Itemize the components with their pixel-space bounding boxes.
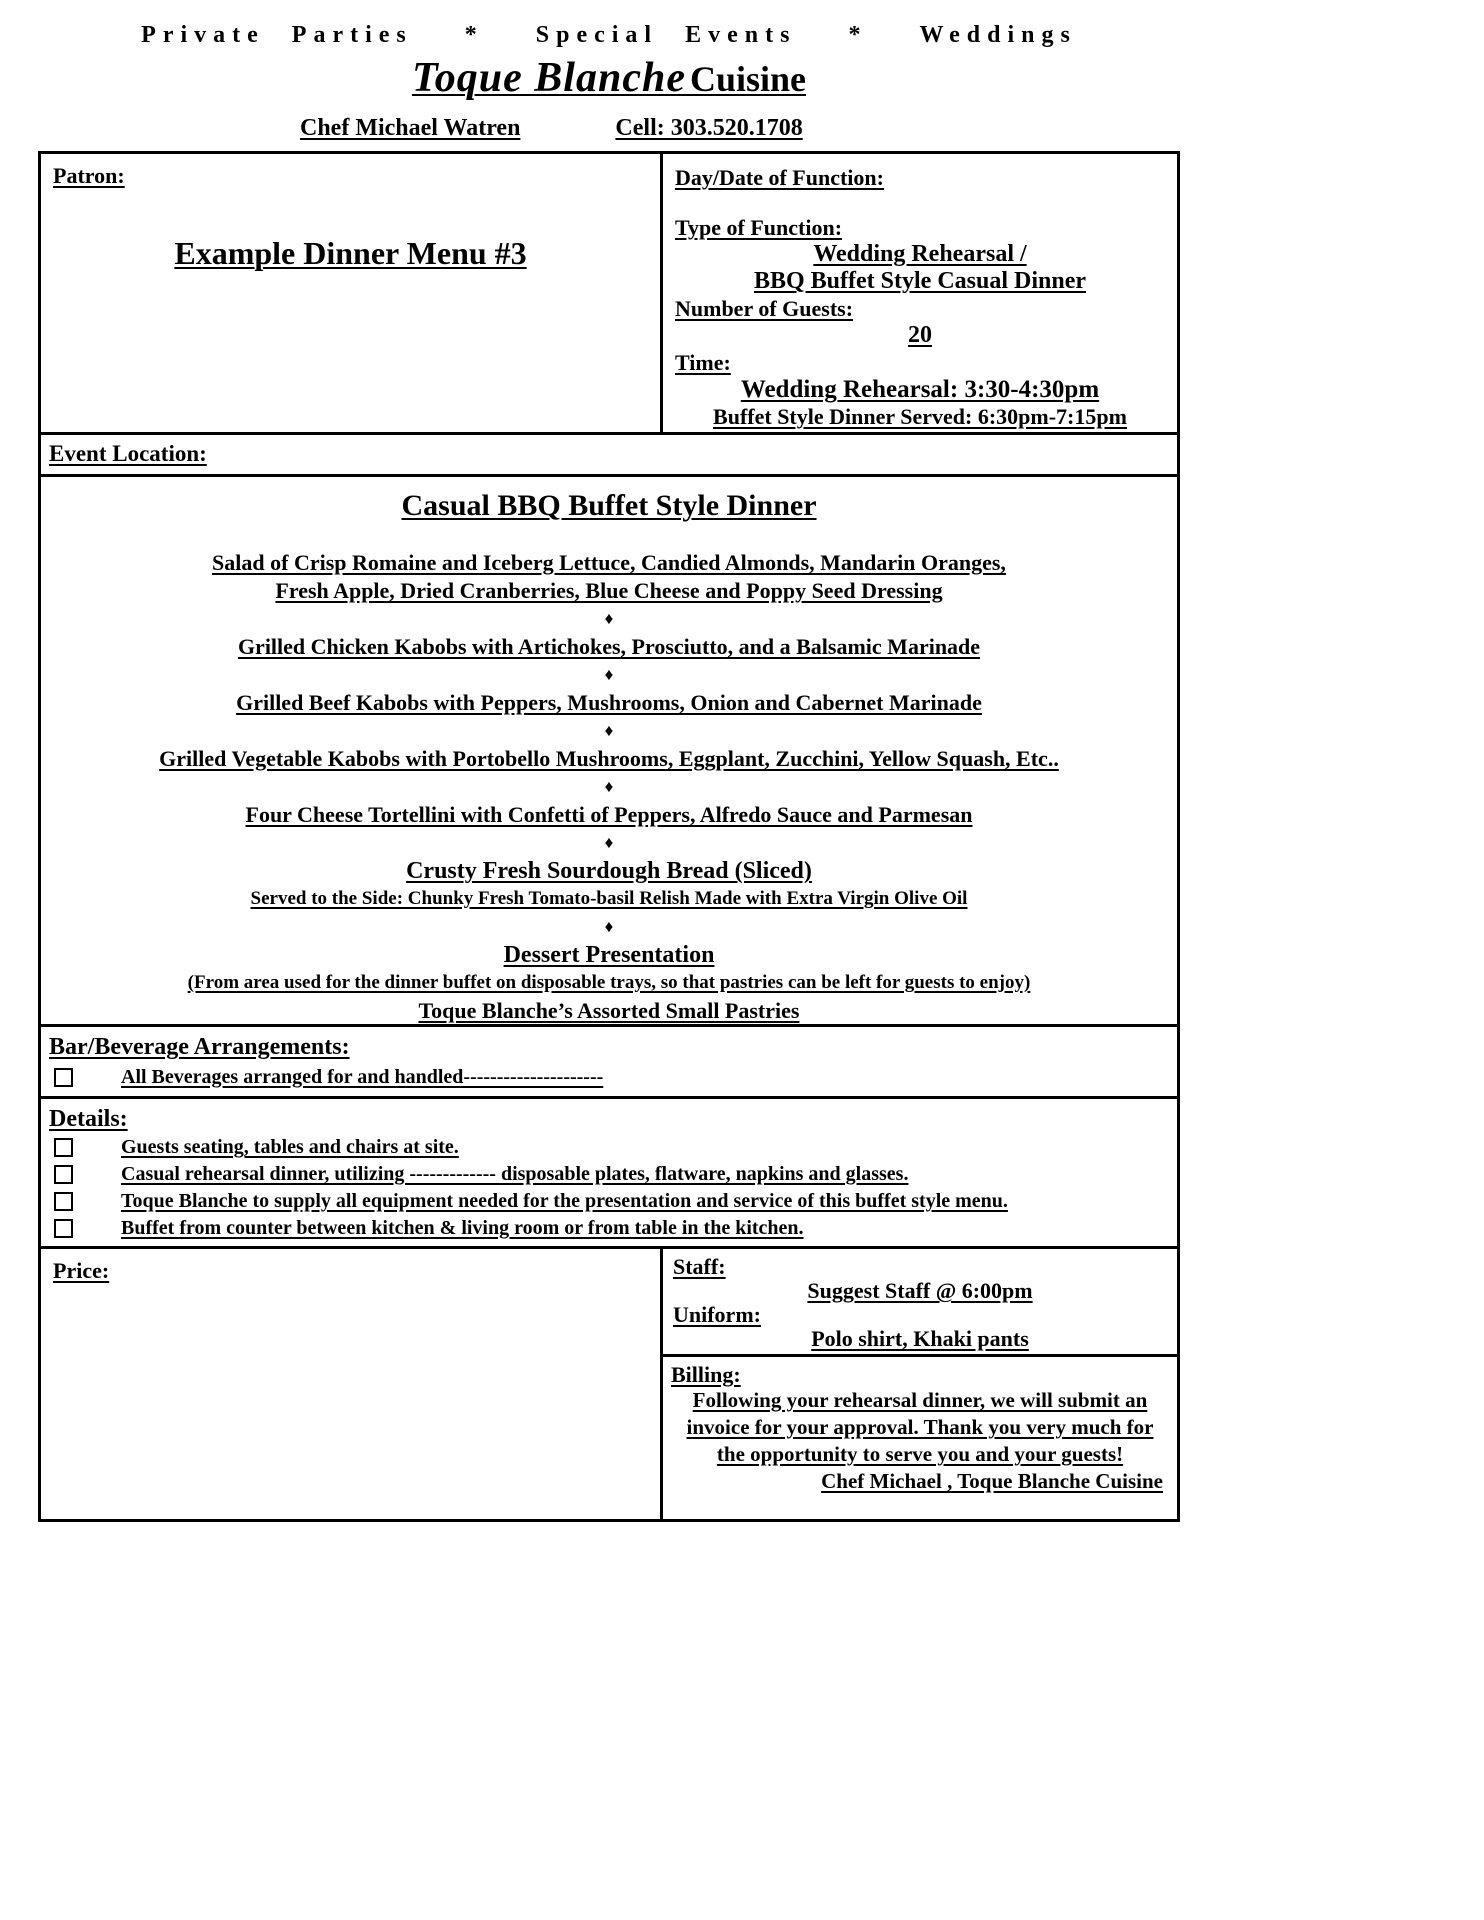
billing-block [663, 1354, 1177, 1519]
details-items [49, 1134, 1169, 1242]
tagline-part: Special Events [535, 22, 797, 48]
menu-item-line: Salad of Crisp Romaine and Iceberg Lettuce, Candied Almonds, Mandarin Oranges, [212, 550, 1006, 575]
menu-section [41, 474, 1177, 1024]
catering-event-form [38, 0, 1180, 1522]
brand-title [38, 54, 1180, 111]
menu-item-line: Grilled Beef Kabobs with Peppers, Mushrooms, Onion and Cabernet Marinade [236, 690, 982, 715]
staff-label: Staff: [673, 1254, 726, 1279]
uniform-value: Polo shirt, Khaki pants [811, 1326, 1029, 1351]
menu-item-line: Crusty Fresh Sourdough Bread (Sliced) [406, 858, 812, 884]
checkbox[interactable] [54, 1138, 73, 1157]
type-of-function-value-line2: BBQ Buffet Style Casual Dinner [753, 268, 1086, 294]
diamond-separator-icon: ♦ [604, 833, 614, 852]
type-of-function-value-line1: Wedding Rehearsal / [813, 241, 1027, 267]
asterisk-separator: * [848, 22, 868, 48]
event-location-label: Event Location: [49, 441, 207, 466]
checklist-row [49, 1215, 1169, 1242]
staff-block [663, 1249, 1177, 1354]
patron-function-row [41, 154, 1177, 432]
checkbox[interactable] [54, 1192, 73, 1211]
menu-section-title: Casual BBQ Buffet Style Dinner [401, 489, 817, 522]
menu-item-line: Toque Blanche’s Assorted Small Pastries [418, 998, 800, 1023]
checklist-label: Buffet from counter between kitchen & living room or from table in the kitchen. [121, 1217, 804, 1239]
billing-text: Following your rehearsal dinner, we will submit an invoice for your approval. Thank you very much for the opportunity to serve you and your guests! [686, 1388, 1154, 1466]
cell-number: Cell: 303.520.1708 [615, 115, 803, 141]
checkbox[interactable] [54, 1165, 73, 1184]
menu-item-line: Grilled Chicken Kabobs with Artichokes, Prosciutto, and a Balsamic Marinade [237, 634, 981, 659]
checklist-row [49, 1062, 1169, 1092]
form-table [38, 151, 1180, 1522]
menu-item-line: Grilled Vegetable Kabobs with Portobello Mushrooms, Eggplant, Zucchini, Yellow Squash, Etc.. [159, 746, 1059, 771]
patron-label: Patron: [53, 163, 125, 188]
price-staff-row [41, 1246, 1177, 1519]
contact-line [300, 113, 1180, 143]
menu-item-line: Dessert Presentation [503, 942, 715, 968]
function-cell [663, 154, 1177, 432]
menu-item-line: Four Cheese Tortellini with Confetti of Peppers, Alfredo Sauce and Parmesan [245, 802, 973, 827]
checkbox[interactable] [54, 1068, 73, 1087]
checklist-row [49, 1161, 1169, 1188]
billing-label: Billing: [671, 1362, 741, 1387]
services-tagline [38, 0, 1180, 50]
day-date-label: Day/Date of Function: [675, 165, 884, 190]
checklist-label: All Beverages arranged for and handled--------------------- [121, 1065, 604, 1088]
event-location-row [41, 432, 1177, 474]
number-of-guests-label: Number of Guests: [675, 296, 854, 321]
checklist-label: Toque Blanche to supply all equipment needed for the presentation and service of this buffet style menu. [121, 1190, 1008, 1212]
staff-value: Suggest Staff @ 6:00pm [807, 1278, 1033, 1303]
checklist-label: Casual rehearsal dinner, utilizing ------------- disposable plates, flatware, napkins and glasses. [121, 1163, 909, 1185]
tagline-part: Weddings [919, 22, 1077, 48]
price-cell [41, 1249, 663, 1519]
asterisk-separator: * [464, 22, 484, 48]
checklist-label: Guests seating, tables and chairs at site. [121, 1136, 459, 1158]
uniform-label: Uniform: [673, 1302, 761, 1327]
time-value-line1: Wedding Rehearsal: 3:30-4:30pm [740, 376, 1100, 403]
diamond-separator-icon: ♦ [604, 721, 614, 740]
checkbox[interactable] [54, 1219, 73, 1238]
details-title: Details: [49, 1106, 128, 1132]
brand-rest-text: Cuisine [689, 59, 807, 99]
staff-billing-cell [663, 1249, 1177, 1519]
menu-title-heading: Example Dinner Menu #3 [174, 235, 527, 271]
bar-items [49, 1062, 1169, 1092]
checklist-row [49, 1188, 1169, 1215]
bar-beverage-title: Bar/Beverage Arrangements: [49, 1034, 350, 1060]
menu-item-line: Served to the Side: Chunky Fresh Tomato-basil Relish Made with Extra Virgin Olive Oil [250, 888, 968, 909]
brand-script-text: Toque Blanche [411, 55, 686, 101]
menu-item-line: Fresh Apple, Dried Cranberries, Blue Cheese and Poppy Seed Dressing [275, 578, 943, 603]
tagline-part: Private Parties [141, 22, 413, 48]
price-label: Price: [53, 1258, 110, 1283]
bar-beverage-section [41, 1024, 1177, 1096]
menu-item-line: (From area used for the dinner buffet on disposable trays, so that pastries can be left for guests to enjoy) [187, 972, 1031, 993]
blank-spacer [675, 191, 1165, 214]
diamond-separator-icon: ♦ [604, 917, 614, 936]
number-of-guests-value: 20 [908, 322, 932, 348]
diamond-separator-icon: ♦ [604, 777, 614, 796]
diamond-separator-icon: ♦ [604, 609, 614, 628]
chef-name: Chef Michael Watren [300, 115, 521, 141]
patron-cell [41, 154, 663, 432]
type-of-function-label: Type of Function: [675, 215, 843, 240]
time-value-line2: Buffet Style Dinner Served: 6:30pm-7:15pm [713, 404, 1127, 429]
checklist-row [49, 1134, 1169, 1161]
menu-groups [41, 549, 1177, 1024]
details-section [41, 1096, 1177, 1246]
billing-signature: Chef Michael , Toque Blanche Cuisine [821, 1469, 1163, 1493]
time-label: Time: [675, 350, 731, 375]
diamond-separator-icon: ♦ [604, 665, 614, 684]
